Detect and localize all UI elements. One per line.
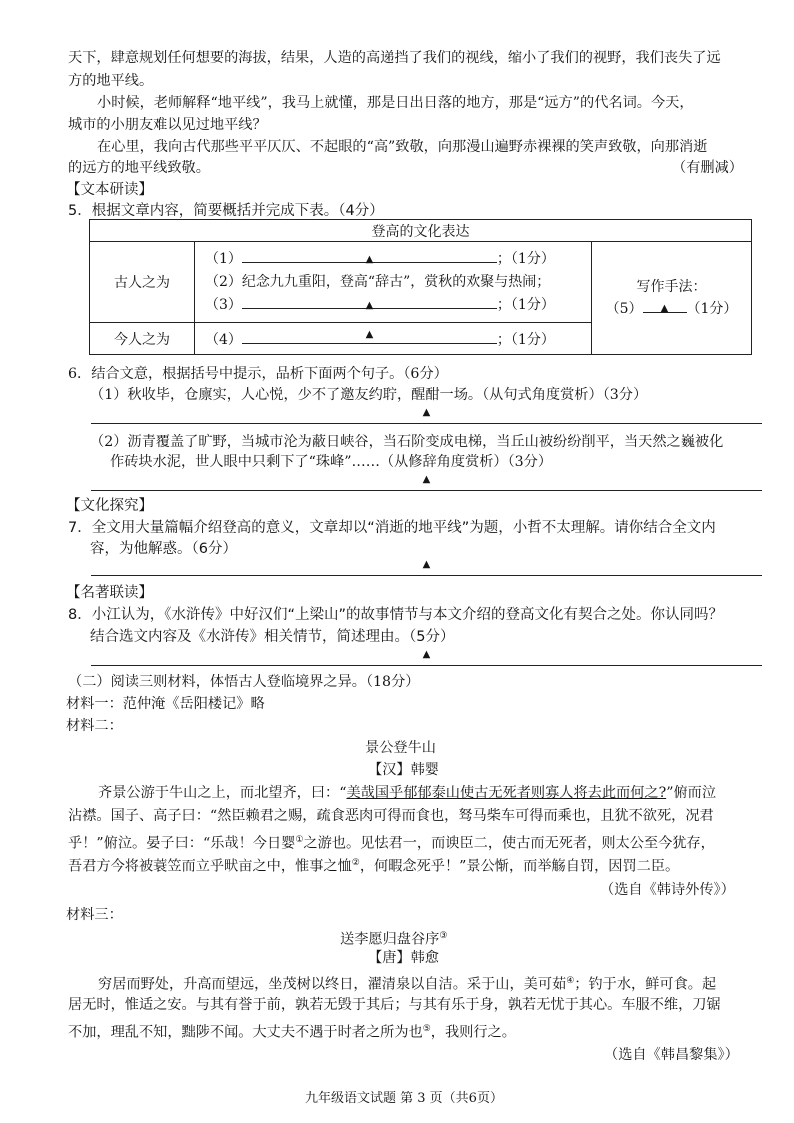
material-1: 材料一：范仲淹《岳阳楼记》略 <box>66 696 265 712</box>
material-2-label: 材料二： <box>66 718 123 734</box>
footnote-marker: ⑤ <box>422 1024 431 1034</box>
material-3-title: 送李愿归盘谷序③ <box>340 931 448 948</box>
footnote-marker: ④ <box>566 976 575 986</box>
material-3-source: （选自《韩昌黎集》） <box>604 1047 739 1063</box>
answer-line: ▲ <box>91 472 762 491</box>
question-7-cont: 容，为他解惑。（6分） <box>90 541 237 557</box>
section-heading-classic: 【名著联读】 <box>66 585 153 601</box>
row-label-ancient: 古人之为 <box>90 242 195 323</box>
material-2-line: 吾君方今将被蓑笠而立乎畎亩之中，惟事之恤②，何暇念死乎！”景公惭，而举觞自罚，因罚二臣。 <box>68 858 680 875</box>
question-7: 7．全文用大量篇幅介绍登高的意义，文章却以“消逝的地平线”为题，小哲不太理解。请你结合全文内 <box>68 520 716 536</box>
answer-line: ▲ <box>91 557 762 576</box>
question-6-sentence-1: （1）秋收毕，仓廪实，人心悦，少不了邀友约聍，醒酣一场。（从句式角度赏析）（3分） <box>90 387 648 403</box>
material-2-author: 【汉】韩婴 <box>368 762 439 778</box>
underlined-sentence: 美哉国乎郁郁泰山使古无死者则寡人将去此而何之? <box>346 785 667 801</box>
question-6-sentence-2-cont: 作砖块水泥，世人眼中只剩下了“珠峰”……（从修辞角度赏析）（3分） <box>110 454 553 470</box>
footnote-marker: ② <box>351 858 360 868</box>
passage-line: 天下，肆意规划任何想要的海拔，结果，人造的高递挡了我们的视线，缩小了我们的视野，我们丧失了远 <box>68 50 721 66</box>
material-2-line: 齐景公游于牛山之上，而北望齐，曰：“美哉国乎郁郁泰山使古无死者则寡人将去此而何之?”俯而泣 <box>98 785 717 801</box>
material-2-line: 乎！”俯泣。晏子曰：“乐哉！今日婴①之游也。见怯君一，而谀臣二，使古而无死者，则太公至今犹存， <box>68 835 715 852</box>
question-6: 6．结合文意，根据括号中提示，品析下面两个句子。（6分） <box>68 366 448 382</box>
question-8-cont: 结合选文内容及《水浒传》相关情节，简述理由。（5分） <box>90 629 455 645</box>
table-item-3: （3） ▲ ；（1分） <box>205 294 585 317</box>
material-3-line: 居无时，惟适之安。与其有誉于前，孰若无毁于其后；与其有乐于身，孰若无忧于其心。车服不维，刀锯 <box>68 997 721 1013</box>
material-2-title: 景公登牛山 <box>365 740 436 756</box>
question-5: 5．根据文章内容，简要概括并完成下表。（4分） <box>68 203 384 219</box>
footnote-marker: ③ <box>439 931 448 941</box>
material-3-line: 穷居而野处，升高而望远，坐茂树以终日，濯清泉以自洁。采于山，美可茹④；钓于水，鲜可食。起 <box>98 976 717 993</box>
table-item-2: （2）纪念九九重阳，登高“辞古”，赏秋的欢聚与热闹； <box>205 273 551 290</box>
table-title: 登高的文化表达 <box>90 220 752 242</box>
page-footer: 九年级语文试题 第 3 页（共6页） <box>305 1091 503 1106</box>
answer-line: ▲ <box>91 647 762 666</box>
passage-line: 方的地平线。 <box>68 73 154 89</box>
writing-technique-label: 写作手法： <box>636 279 707 295</box>
material-2-line: 沾襟。国子、高子曰：“然臣赖君之赐，疏食恶肉可得而食也，驽马柴车可得而乘也，且犹不欲死，况君 <box>68 808 714 824</box>
passage-line: 在心里，我向古代那些平平仄仄、不起眼的“高”致敬，向那漫山遍野赤裸裸的笑声致敬，向那消逝 <box>97 139 708 155</box>
part2-title: （二）阅读三则材料，体悟古人登临境界之异。（18分） <box>68 674 420 690</box>
section-heading-explore: 【文化探究】 <box>66 498 153 514</box>
answer-line: ▲ <box>91 405 762 424</box>
material-3-line: 不加，理乱不知，黜陟不闻。大丈夫不遇于时者之所为也⑤，我则行之。 <box>68 1024 516 1041</box>
material-3-label: 材料三： <box>66 907 123 923</box>
table-item-5: （5） ▲ （1分） <box>598 298 745 320</box>
footnote-marker: ① <box>295 835 304 845</box>
material-2-source: （选自《韩诗外传》） <box>600 882 735 898</box>
row-label-modern: 今人之为 <box>90 323 195 355</box>
table-item-1: （1） ▲ ；（1分） <box>205 248 585 271</box>
table-item-4: （4） ▲ ；（1分） <box>205 328 555 348</box>
passage-line: 城市的小朋友难以见过地平线？ <box>68 117 267 133</box>
passage-line: 小时候，老师解释“地平线”，我马上就懂，那是日出日落的地方，那是“远方”的代名词。今天， <box>97 95 694 111</box>
question-8: 8．小江认为，《水浒传》中好汉们“上梁山”的故事情节与本文介绍的登高文化有契合之处。你认同吗？ <box>68 607 723 623</box>
passage-line: 的远方的地平线致敬。 <box>68 160 210 176</box>
question-6-sentence-2: （2）沥青覆盖了旷野，当城市沦为蔽日峡谷，当石阶变成电梯，当丘山被纷纷削平，当天然之巍被化 <box>90 434 724 450</box>
material-3-author: 【唐】韩愈 <box>368 950 439 966</box>
answer-table <box>89 219 752 355</box>
passage-source: （有删减） <box>672 160 743 176</box>
section-heading-study: 【文本研读】 <box>66 182 153 198</box>
